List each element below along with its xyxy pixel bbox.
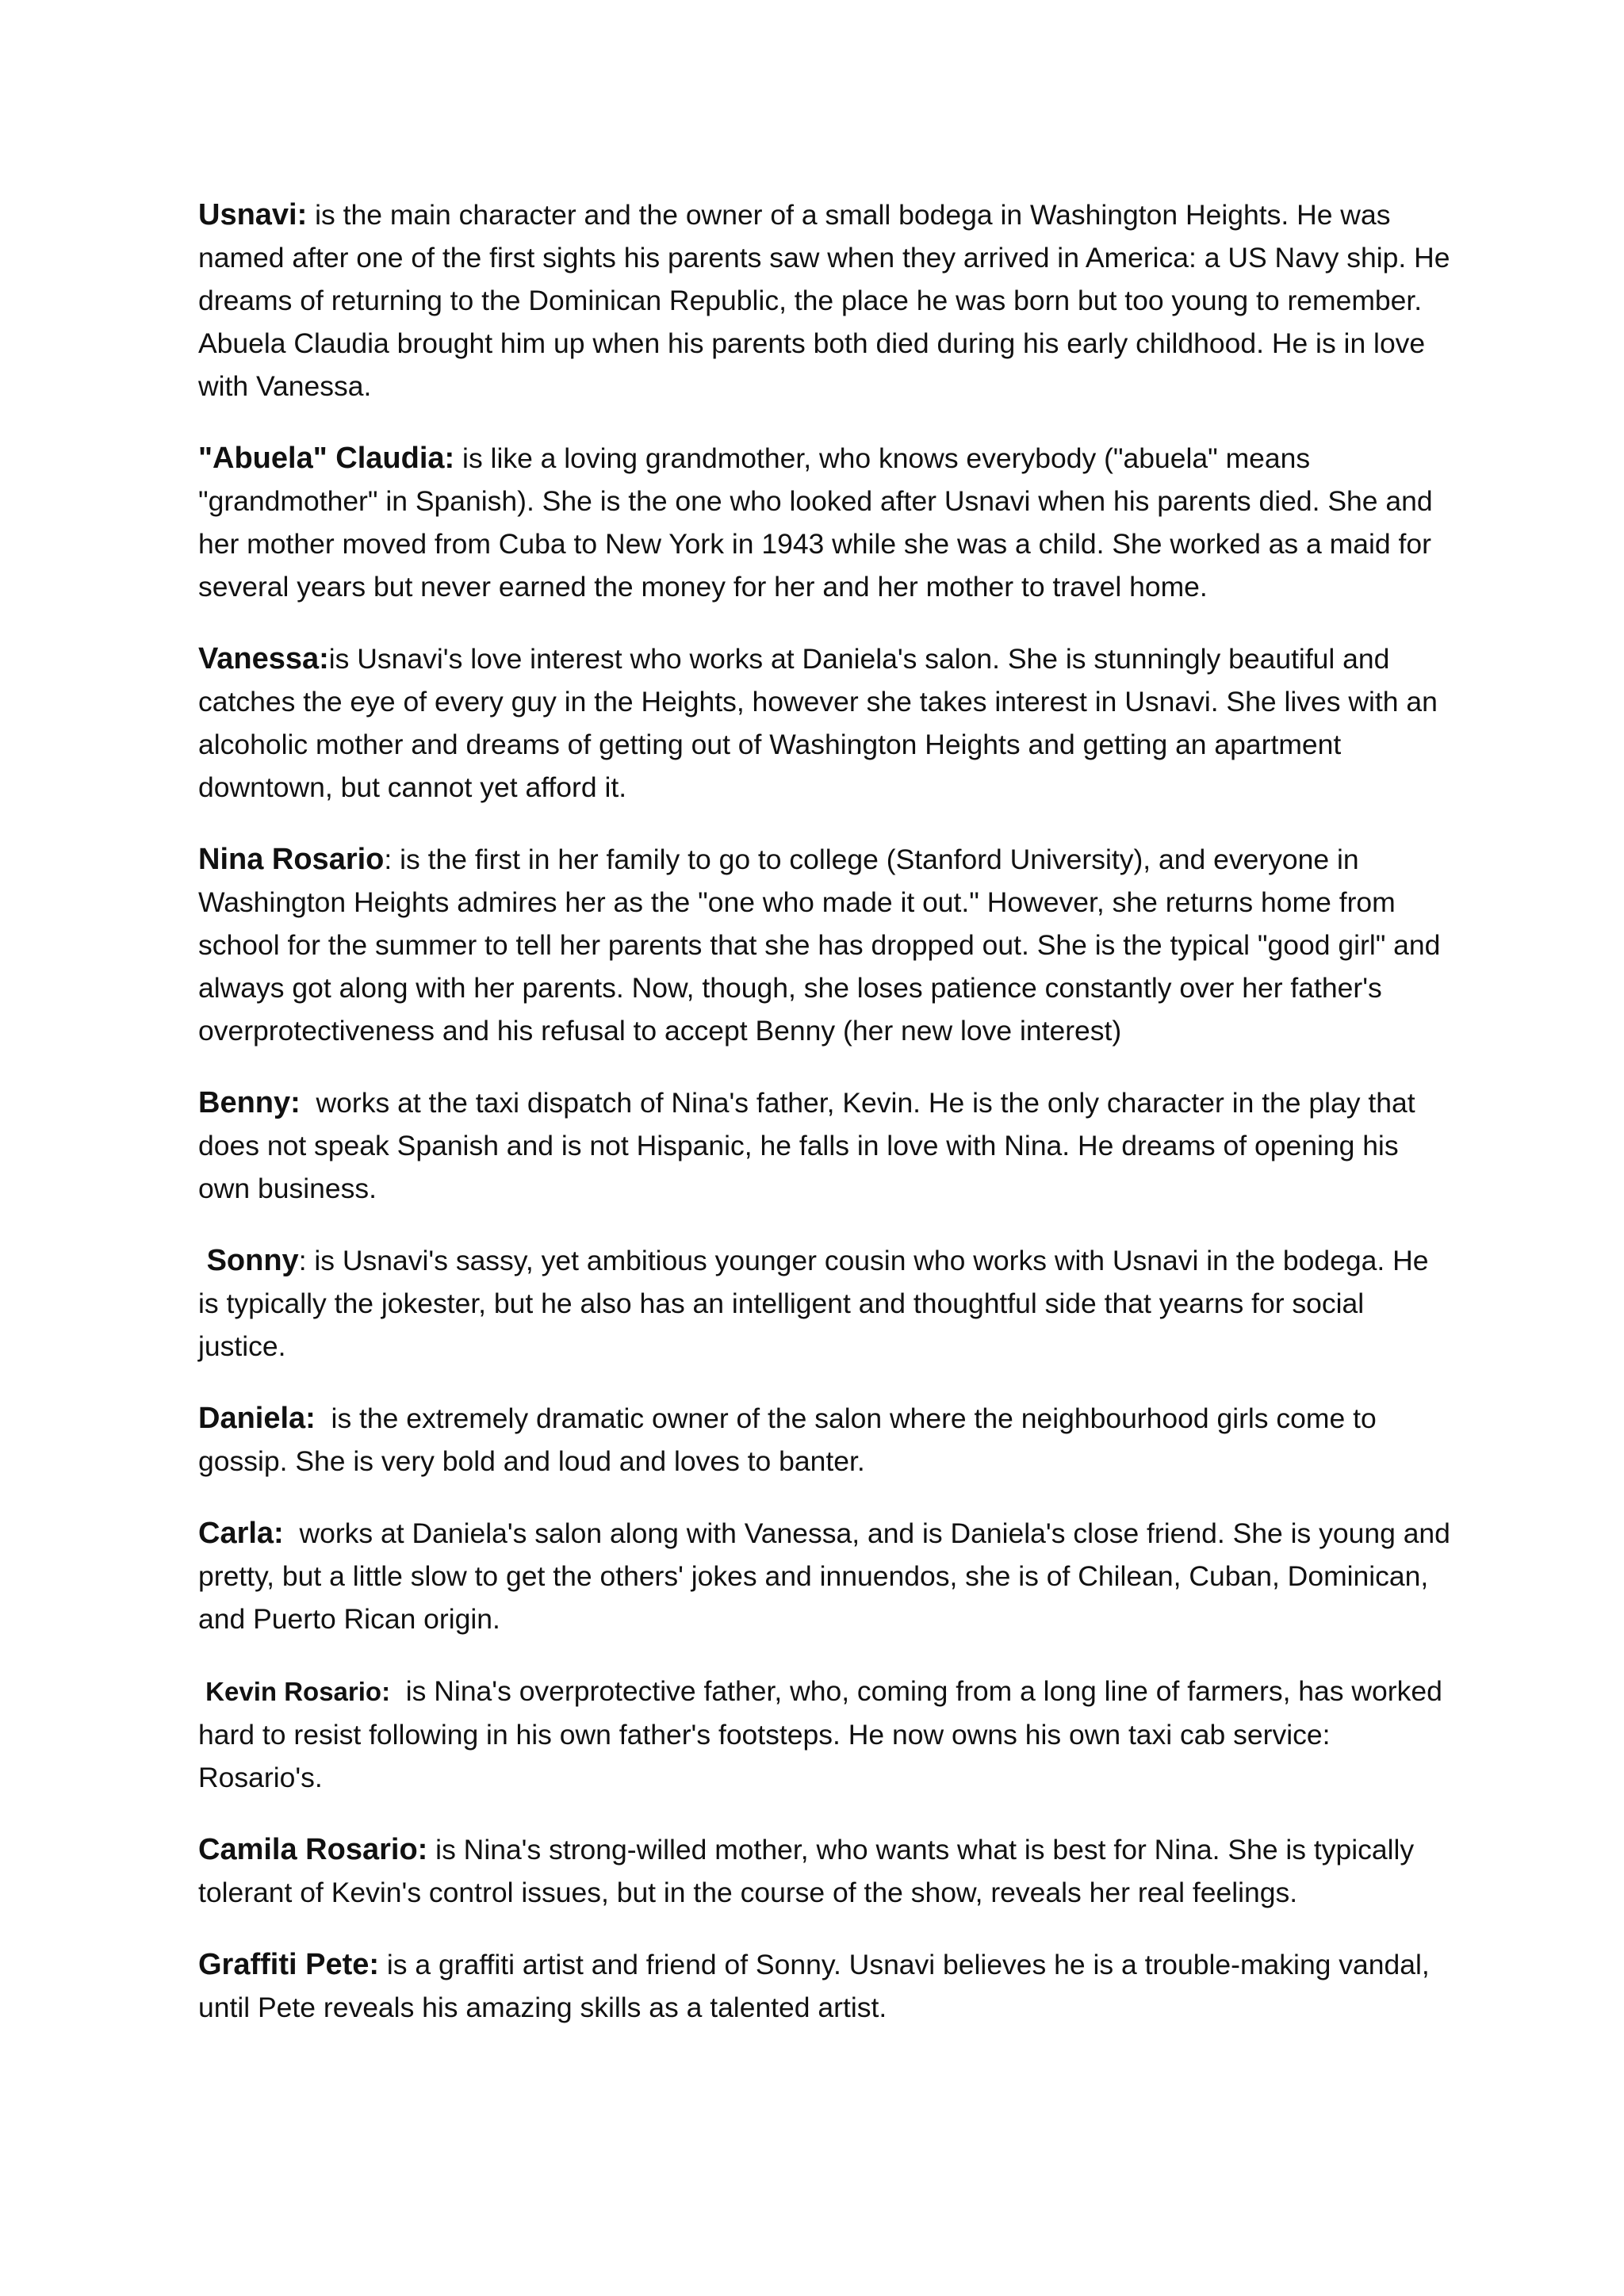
character-entry-kevin-rosario bbox=[198, 1670, 1455, 1799]
character-name: Graffiti Pete: bbox=[198, 1948, 380, 1981]
character-name: Sonny bbox=[198, 1244, 299, 1277]
character-entry-daniela bbox=[198, 1397, 1455, 1483]
character-entry-usnavi bbox=[198, 193, 1455, 408]
character-entry-sonny bbox=[198, 1239, 1455, 1368]
character-name: Nina Rosario bbox=[198, 843, 385, 876]
character-name: Vanessa: bbox=[198, 642, 329, 675]
character-entry-vanessa bbox=[198, 637, 1455, 809]
character-list bbox=[198, 193, 1458, 2058]
character-description: : is the first in her family to go to college (Stanford University), and everyone in Washington Heights admires her as the "one who made it out." However, she returns home from school for the summer to tell her parents that she has dropped out. She is the typical "good girl" and always got along with her parents. Now, though, she loses patience constantly over her father's overprotectiveness and his refusal to accept Benny (her new love interest) bbox=[198, 844, 1441, 1047]
character-name: Carla: bbox=[198, 1517, 284, 1550]
character-name: Camila Rosario: bbox=[198, 1833, 428, 1866]
character-description: is Nina's strong-willed mother, who wants what is best for Nina. She is typically tolerant of Kevin's control issues, but in the course of the show, reveals her real feelings. bbox=[198, 1834, 1415, 1908]
character-description: is Usnavi's love interest who works at Daniela's salon. She is stunningly beautiful and catches the eye of every guy in the Heights, however she takes interest in Usnavi. She lives with an alcoholic mother and dreams of getting out of Washington Heights and getting an apartment downtown, but cannot yet afford it. bbox=[198, 643, 1438, 803]
character-description: works at Daniela's salon along with Vanessa, and is Daniela's close friend. She is young and pretty, but a little slow to get the others' jokes and innuendos, she is of Chilean, Cuban, Dominican, and Puerto Rican origin. bbox=[198, 1517, 1458, 1635]
character-description: works at the taxi dispatch of Nina's father, Kevin. He is the only character in the play that does not speak Spanish and is not Hispanic, he falls in love with Nina. He dreams of opening his own business. bbox=[198, 1087, 1423, 1204]
character-description: is Nina's overprotective father, who, coming from a long line of farmers, has worked hard to resist following in his own father's footsteps. He now owns his own taxi cab service: Rosario's. bbox=[198, 1675, 1450, 1793]
character-entry-abuela-claudia bbox=[198, 437, 1455, 608]
character-name: Daniela: bbox=[198, 1402, 316, 1435]
character-entry-graffiti-pete bbox=[198, 1943, 1455, 2029]
character-description: : is Usnavi's sassy, yet ambitious younger cousin who works with Usnavi in the bodega. He is typically the jokester, but he also has an intelligent and thoughtful side that yearns for social justice. bbox=[198, 1245, 1429, 1362]
character-description: is the extremely dramatic owner of the salon where the neighbourhood girls come to gossip. She is very bold and loud and loves to banter. bbox=[198, 1402, 1385, 1477]
character-name: Benny: bbox=[198, 1086, 301, 1119]
character-description: is like a loving grandmother, who knows everybody ("abuela" means "grandmother" in Spanish). She is the one who looked after Usnavi when his parents died. She and her mother moved from Cuba to New York in 1943 while she was a child. She worked as a maid for several years but never earned the money for her and her mother to travel home. bbox=[198, 442, 1433, 603]
character-name: Usnavi: bbox=[198, 198, 308, 232]
character-description: is a graffiti artist and friend of Sonny. Usnavi believes he is a trouble-making vandal, until Pete reveals his amazing skills as a talented artist. bbox=[198, 1949, 1430, 2023]
character-name: Kevin Rosario: bbox=[198, 1677, 391, 1706]
character-entry-benny bbox=[198, 1081, 1455, 1210]
character-entry-nina-rosario bbox=[198, 838, 1455, 1052]
character-description: is the main character and the owner of a small bodega in Washington Heights. He was named after one of the first sights his parents saw when they arrived in America: a US Navy ship. He dreams of returning to the Dominican Republic, the place he was born but too young to remember. Abuela Claudia brought him up when his parents both died during his early childhood. He is in love with Vanessa. bbox=[198, 199, 1450, 402]
character-entry-camila-rosario bbox=[198, 1828, 1455, 1914]
character-name: "Abuela" Claudia: bbox=[198, 442, 455, 475]
character-entry-carla bbox=[198, 1512, 1458, 1640]
